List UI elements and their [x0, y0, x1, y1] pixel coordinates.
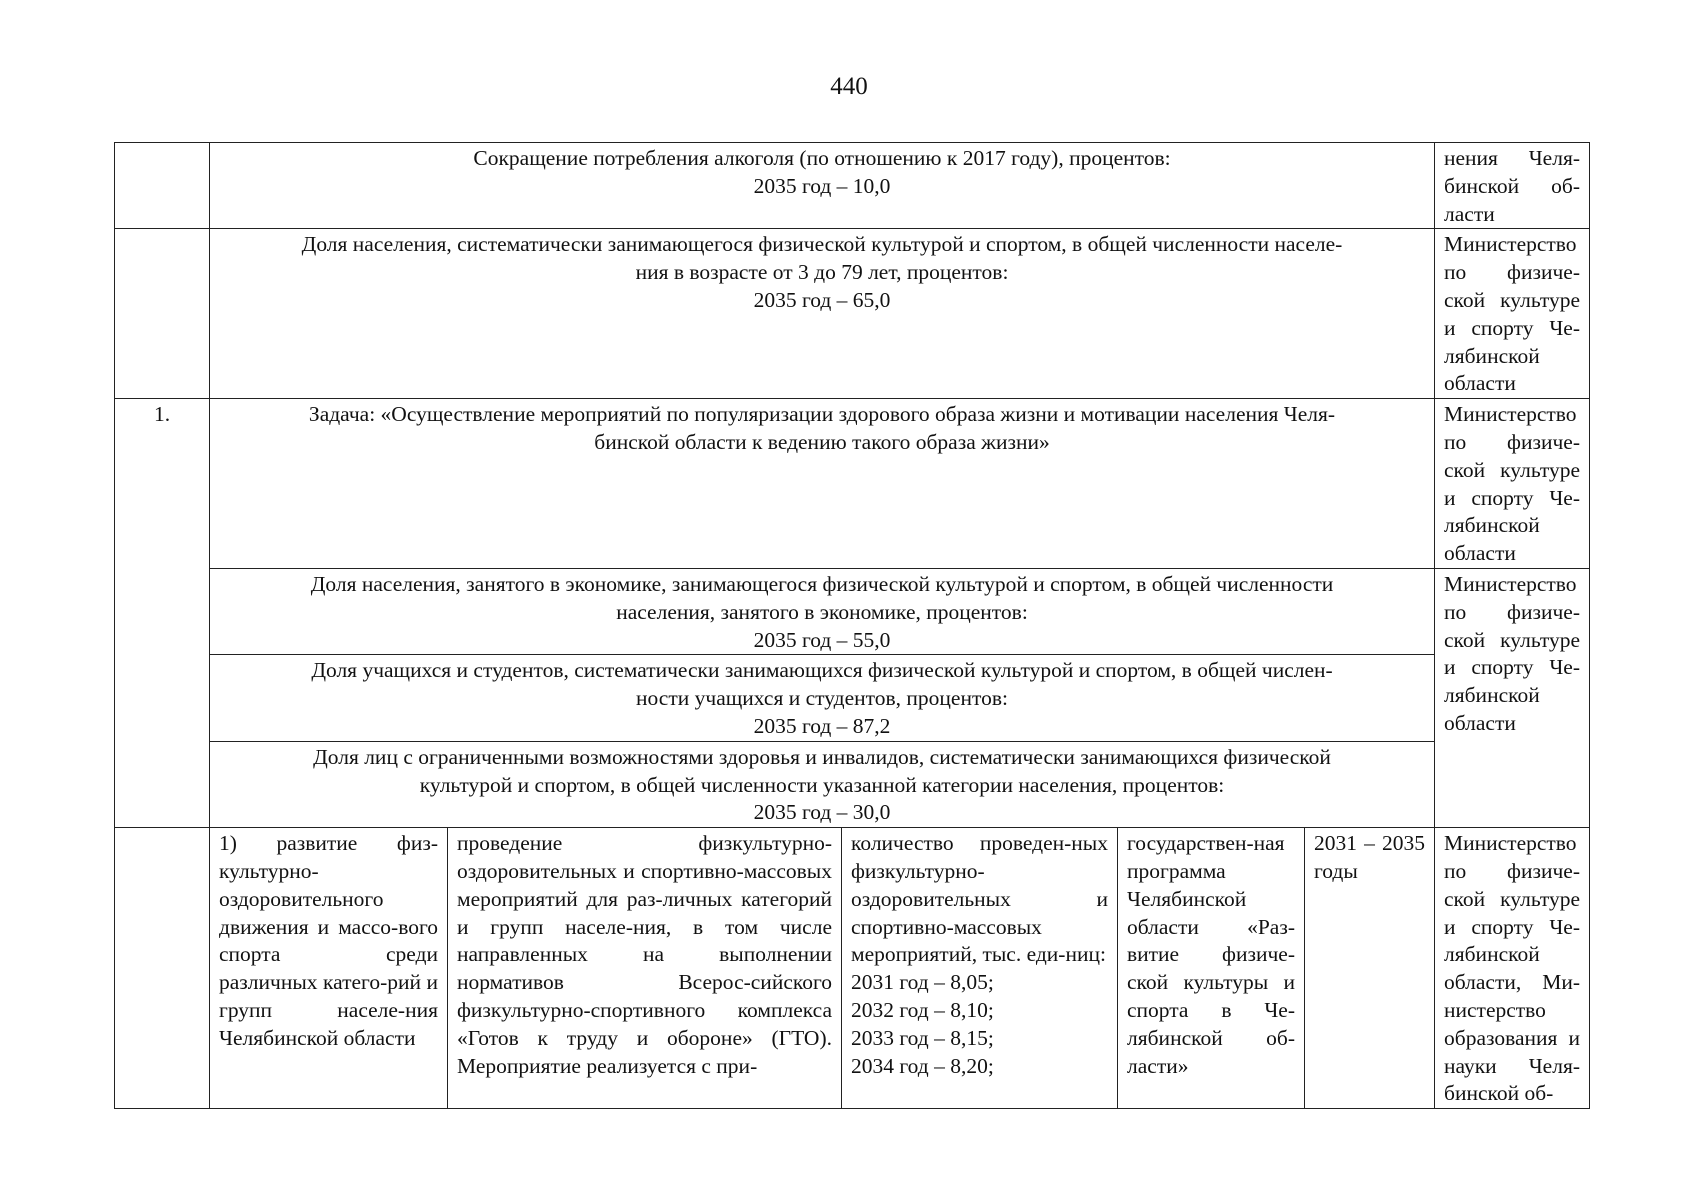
indicator-value: 2035 год – 87,2 [753, 713, 891, 738]
table-row [115, 828, 1590, 1109]
direction-cell: 1) развитие физ-культурно-оздоровительного движения и массо-вого спорта среди различных катего-рий и групп населе-ния Челябинской области [210, 828, 448, 1109]
table-row [115, 655, 1590, 741]
indicator-text: ности учащихся и студентов, процентов: [636, 686, 1008, 711]
responsible-cell: Министерство по физиче-ской культуре и спорту Че-лябинской области [1435, 229, 1590, 399]
indicator-cell [842, 828, 1118, 1109]
table-row [115, 741, 1590, 827]
table-row [115, 399, 1590, 569]
indicator-text: населения, занятого в экономике, процентов: [616, 599, 1028, 624]
event-cell: проведение физкультурно-оздоровительных и спортивно-массовых мероприятий для раз-личных категорий и групп населе-ния, в том числе направленных на выполнении нормативов Всерос-сийского физкультурно-спортивного комплекса «Готов к труду и обороне» (ГТО). Мероприятие реализуется с при- [448, 828, 842, 1109]
indicator-text: культурой и спортом, в общей численности указанной категории населения, процентов: [419, 772, 1225, 797]
program-table [114, 142, 1590, 1109]
indicator-cell [210, 655, 1435, 741]
page-number: 440 [830, 73, 868, 100]
responsible-cell: нения Челя-бинской об-ласти [1435, 143, 1590, 229]
indicator-cell [210, 568, 1435, 654]
indicator-text: Доля населения, систематически занимающегося физической культурой и спортом, в общей численности населе- [301, 232, 1343, 257]
indicator-value: 2034 год – 8,20; [851, 1053, 994, 1078]
indicator-value: 2033 год – 8,15; [851, 1025, 994, 1050]
task-text: бинской области к ведению такого образа жизни» [594, 429, 1050, 454]
program-cell: государствен-ная программа Челябинской области «Раз-витие физиче-ской культуры и спорта в Че-лябинской об-ласти» [1118, 828, 1305, 1109]
table-row [115, 143, 1590, 229]
table-row [115, 229, 1590, 399]
task-text: Задача: «Осуществление мероприятий по популяризации здорового образа жизни и мотивации населения Челя- [308, 402, 1336, 427]
indicator-text: ния в возрасте от 3 до 79 лет, процентов: [635, 260, 1009, 285]
indicator-value: 2035 год – 10,0 [753, 173, 891, 198]
responsible-cell: Министерство по физиче-ской культуре и спорту Че-лябинской области [1435, 568, 1590, 827]
indicator-cell [210, 143, 1435, 229]
responsible-cell: Министерство по физиче-ской культуре и спорту Че-лябинской области [1435, 399, 1590, 569]
task-cell [210, 399, 1435, 569]
number-cell [115, 229, 210, 399]
number-cell [115, 828, 210, 1109]
indicator-text: Доля учащихся и студентов, систематически занимающихся физической культурой и спортом, в общей числен- [311, 658, 1333, 683]
number-cell [115, 143, 210, 229]
indicator-value: 2032 год – 8,10; [851, 997, 994, 1022]
indicator-value: 2035 год – 65,0 [753, 287, 891, 312]
indicator-text: Доля лиц с ограниченными возможностями здоровья и инвалидов, систематически занимающихся физической [313, 744, 1331, 769]
indicator-cell [210, 741, 1435, 827]
responsible-cell: Министерство по физиче-ской культуре и спорту Че-лябинской области, Ми-нистерство образования и науки Челя-бинской об- [1435, 828, 1590, 1109]
indicator-text: количество проведен-ных физкультурно-оздоровительных и спортивно-массовых мероприятий, тыс. еди-ниц: [851, 831, 1108, 967]
indicator-text: Сокращение потребления алкоголя (по отношению к 2017 году), процентов: [473, 146, 1171, 170]
indicator-value: 2035 год – 30,0 [753, 800, 891, 825]
indicator-value: 2035 год – 55,0 [753, 627, 891, 652]
indicator-value: 2031 год – 8,05; [851, 970, 994, 995]
table-row [115, 568, 1590, 654]
indicator-cell [210, 229, 1435, 399]
period-cell: 2031 – 2035 годы [1305, 828, 1435, 1109]
indicator-text: Доля населения, занятого в экономике, занимающегося физической культурой и спортом, в общей численности [310, 571, 1334, 596]
number-cell: 1. [115, 399, 210, 828]
